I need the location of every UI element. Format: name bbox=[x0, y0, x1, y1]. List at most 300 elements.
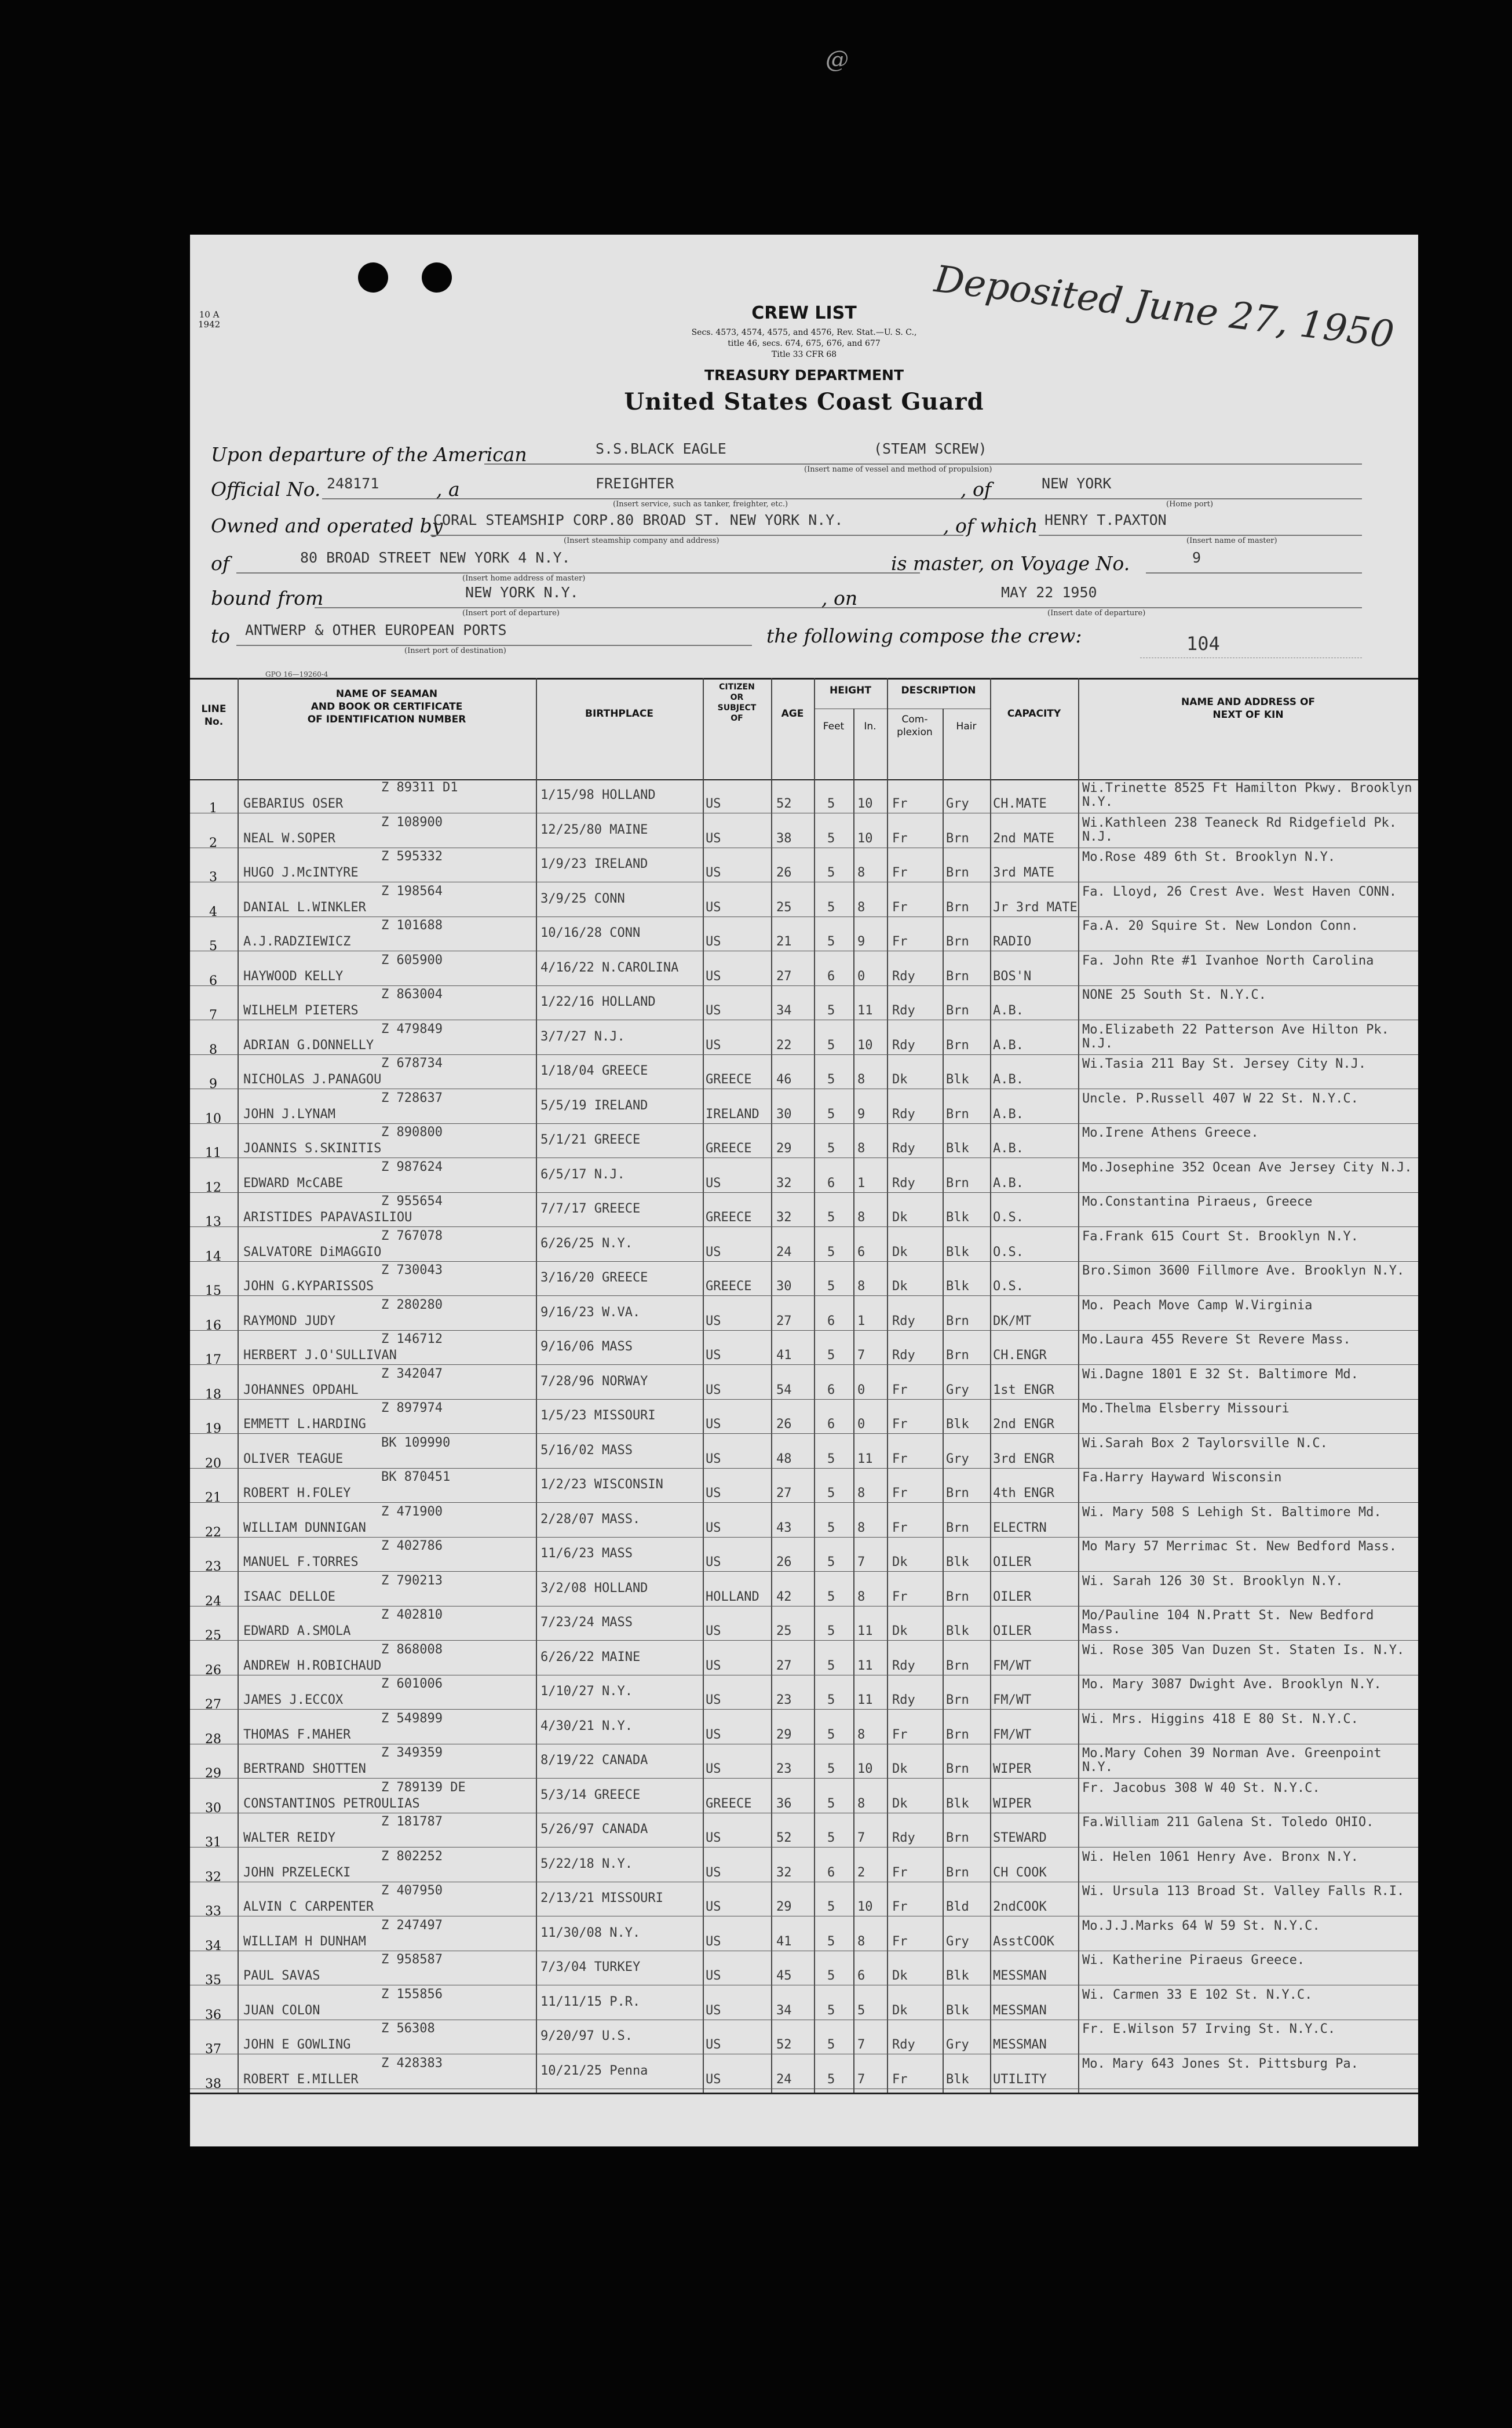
next-of-kin: Wi.Dagne 1801 E 32 St. Baltimore Md. bbox=[1082, 1367, 1358, 1382]
seaman-book-number: Z 802252 bbox=[381, 1849, 443, 1864]
height-inches: 10 bbox=[857, 797, 873, 811]
line-number: 21 bbox=[205, 1491, 221, 1505]
citizenship: US bbox=[706, 831, 721, 846]
seaman-name: EDWARD McCABE bbox=[243, 1175, 344, 1191]
height-inches: 8 bbox=[857, 1727, 865, 1742]
seaman-name: HAYWOOD KELLY bbox=[243, 969, 344, 984]
complexion: Fr bbox=[892, 2072, 908, 2087]
capacity: MESSMAN bbox=[993, 1969, 1047, 1983]
birthplace: 3/2/08 HOLLAND bbox=[540, 1581, 648, 1595]
capacity: RADIO bbox=[993, 934, 1032, 949]
seaman-book-number: Z 868008 bbox=[381, 1642, 443, 1657]
birthplace: 1/5/23 MISSOURI bbox=[540, 1409, 656, 1423]
complexion: Dk bbox=[892, 1555, 908, 1569]
birthplace: 5/5/19 IRELAND bbox=[540, 1098, 648, 1113]
height-feet: 5 bbox=[827, 1486, 835, 1500]
height-feet: 5 bbox=[827, 1038, 835, 1053]
hair-color: Brn bbox=[946, 1038, 969, 1053]
hair-color: Blk bbox=[946, 2003, 969, 2018]
crew-list-sheet bbox=[190, 235, 1418, 2146]
height-inches: 7 bbox=[857, 1831, 865, 1845]
line-number: 3 bbox=[209, 870, 217, 885]
next-of-kin: Wi.Trinette 8525 Ft Hamilton Pkwy. Brooklyn N.Y. bbox=[1082, 782, 1412, 809]
table-row bbox=[190, 986, 1418, 1023]
citizenship: HOLLAND bbox=[706, 1589, 759, 1604]
age: 29 bbox=[776, 1900, 792, 1914]
complexion: Rdy bbox=[892, 1693, 915, 1707]
birthplace: 12/25/80 MAINE bbox=[540, 823, 648, 837]
citizenship: US bbox=[706, 969, 721, 984]
home-port-hint: (Home port) bbox=[1166, 500, 1214, 509]
line-number: 12 bbox=[205, 1180, 221, 1195]
seaman-book-number: Z 247497 bbox=[381, 1918, 443, 1933]
hair-color: Blk bbox=[946, 1072, 969, 1087]
seaman-book-number: Z 549899 bbox=[381, 1711, 443, 1726]
capacity: MESSMAN bbox=[993, 2003, 1047, 2018]
hair-color: Gry bbox=[946, 797, 969, 811]
hair-color: Blk bbox=[946, 2072, 969, 2087]
citizenship: US bbox=[706, 1658, 721, 1673]
seaman-book-number: Z 767078 bbox=[381, 1228, 443, 1243]
form-number: 10 A 1942 bbox=[198, 309, 221, 330]
seaman-name: JOHN G.KYPARISSOS bbox=[243, 1279, 374, 1294]
complexion: Fr bbox=[892, 797, 908, 811]
age: 32 bbox=[776, 1210, 792, 1225]
height-feet: 6 bbox=[827, 969, 835, 984]
age: 34 bbox=[776, 1003, 792, 1018]
birthplace: 2/28/07 MASS. bbox=[540, 1512, 641, 1527]
departure-date: MAY 22 1950 bbox=[1001, 584, 1097, 601]
birthplace: 3/9/25 CONN bbox=[540, 892, 625, 906]
height-feet: 5 bbox=[827, 2072, 835, 2087]
citizenship: US bbox=[706, 1624, 721, 1638]
seaman-book-number: Z 601006 bbox=[381, 1677, 443, 1691]
citizenship: US bbox=[706, 2072, 721, 2087]
complexion: Fr bbox=[892, 1382, 908, 1397]
hair-color: Brn bbox=[946, 1520, 969, 1535]
citizenship: GREECE bbox=[706, 1796, 752, 1811]
next-of-kin: Fa.William 211 Galena St. Toledo OHIO. bbox=[1082, 1816, 1374, 1830]
height-inches: 8 bbox=[857, 1486, 865, 1500]
line-number: 32 bbox=[205, 1870, 221, 1885]
complexion: Fr bbox=[892, 866, 908, 880]
hair-color: Gry bbox=[946, 1382, 969, 1397]
table-row bbox=[190, 1400, 1418, 1434]
height-feet: 5 bbox=[827, 1141, 835, 1156]
birthplace: 1/10/27 N.Y. bbox=[540, 1685, 633, 1699]
seaman-name: ADRIAN G.DONNELLY bbox=[243, 1038, 374, 1053]
gpo-mark: GPO 16—19260-4 bbox=[265, 670, 328, 678]
seaman-book-number: Z 198564 bbox=[381, 883, 443, 899]
line-number: 14 bbox=[205, 1249, 221, 1264]
table-row bbox=[190, 1710, 1418, 1747]
company: CORAL STEAMSHIP CORP.80 BROAD ST. NEW YORK N.Y. bbox=[433, 512, 843, 528]
height-inches: 10 bbox=[857, 831, 873, 846]
table-row bbox=[190, 1951, 1418, 1988]
next-of-kin: Uncle. P.Russell 407 W 22 St. N.Y.C. bbox=[1082, 1091, 1358, 1106]
hair-color: Brn bbox=[946, 1865, 969, 1880]
citizenship: US bbox=[706, 1969, 721, 1983]
height-feet: 5 bbox=[827, 1072, 835, 1087]
next-of-kin: Fr. E.Wilson 57 Irving St. N.Y.C. bbox=[1082, 2022, 1336, 2036]
line-number: 18 bbox=[205, 1387, 221, 1402]
seaman-name: WALTER REIDY bbox=[243, 1831, 335, 1845]
table-row bbox=[190, 1917, 1418, 1954]
next-of-kin: Wi.Sarah Box 2 Taylorsville N.C. bbox=[1082, 1436, 1328, 1451]
complexion: Dk bbox=[892, 1244, 908, 1259]
height-feet: 5 bbox=[827, 1348, 835, 1363]
seaman-name: PAUL SAVAS bbox=[243, 1969, 320, 1983]
table-row bbox=[190, 1986, 1418, 2020]
age: 32 bbox=[776, 1865, 792, 1880]
birthplace: 11/30/08 N.Y. bbox=[540, 1926, 641, 1940]
capacity: 3rd MATE bbox=[993, 866, 1054, 880]
citizenship: IRELAND bbox=[706, 1107, 759, 1122]
line-number: 19 bbox=[205, 1422, 221, 1436]
complexion: Fr bbox=[892, 1865, 908, 1880]
departure-port: NEW YORK N.Y. bbox=[465, 584, 579, 601]
age: 25 bbox=[776, 1624, 792, 1638]
table-row bbox=[190, 2055, 1418, 2089]
of-label-2: of bbox=[211, 552, 230, 575]
table-row bbox=[190, 1055, 1418, 1089]
capacity: CH COOK bbox=[993, 1865, 1047, 1880]
table-row bbox=[190, 1021, 1418, 1055]
table-row bbox=[190, 1607, 1418, 1641]
line-number: 27 bbox=[205, 1697, 221, 1712]
height-feet: 5 bbox=[827, 831, 835, 846]
citizenship: US bbox=[706, 2038, 721, 2052]
age: 45 bbox=[776, 1969, 792, 1983]
hair-color: Gry bbox=[946, 1451, 969, 1466]
next-of-kin: Fa.Harry Hayward Wisconsin bbox=[1082, 1471, 1282, 1485]
line-number: 15 bbox=[205, 1284, 221, 1298]
capacity: O.S. bbox=[993, 1210, 1024, 1225]
next-of-kin: Mo.Josephine 352 Ocean Ave Jersey City N.J. bbox=[1082, 1160, 1412, 1175]
hair-color: Brn bbox=[946, 1486, 969, 1500]
age: 27 bbox=[776, 1313, 792, 1328]
line-number: 17 bbox=[205, 1353, 221, 1367]
birthplace: 5/22/18 N.Y. bbox=[540, 1857, 633, 1871]
height-inches: 8 bbox=[857, 1072, 865, 1087]
seaman-book-number: Z 280280 bbox=[381, 1297, 443, 1312]
line-number: 4 bbox=[209, 904, 217, 919]
citizenship: US bbox=[706, 1348, 721, 1363]
hair-color: Blk bbox=[946, 1244, 969, 1259]
height-inches: 8 bbox=[857, 1934, 865, 1949]
seaman-book-number: BK 109990 bbox=[381, 1435, 451, 1450]
line-number: 20 bbox=[205, 1456, 221, 1471]
birthplace: 1/15/98 HOLLAND bbox=[540, 788, 656, 802]
height-inches: 0 bbox=[857, 1382, 865, 1397]
next-of-kin: Mo.Rose 489 6th St. Brooklyn N.Y. bbox=[1082, 850, 1336, 864]
capacity: STEWARD bbox=[993, 1831, 1047, 1845]
line-number: 9 bbox=[209, 1077, 217, 1091]
line-number: 33 bbox=[205, 1904, 221, 1919]
hair-color: Brn bbox=[946, 1727, 969, 1742]
seaman-name: OLIVER TEAGUE bbox=[243, 1451, 344, 1466]
field-line bbox=[856, 607, 1362, 608]
line-number: 8 bbox=[209, 1042, 217, 1057]
column-header-citizen: CITIZEN OR SUBJECT OF bbox=[717, 682, 757, 723]
seaman-name: SALVATORE DiMAGGIO bbox=[243, 1244, 382, 1259]
height-feet: 5 bbox=[827, 1003, 835, 1018]
height-inches: 0 bbox=[857, 969, 865, 984]
complexion: Fr bbox=[892, 1451, 908, 1466]
master-voyage-label: is master, on Voyage No. bbox=[891, 552, 1130, 575]
hair-color: Brn bbox=[946, 1762, 969, 1776]
seaman-book-number: Z 790213 bbox=[381, 1573, 443, 1588]
column-header-complexion: Com- plexion bbox=[897, 714, 933, 738]
birthplace: 7/23/24 MASS bbox=[540, 1616, 633, 1630]
seaman-name: EDWARD A.SMOLA bbox=[243, 1624, 351, 1638]
age: 36 bbox=[776, 1796, 792, 1811]
hair-color: Brn bbox=[946, 1693, 969, 1707]
seaman-book-number: Z 789139 DE bbox=[381, 1780, 466, 1795]
capacity: Jr 3rd MATE bbox=[993, 900, 1078, 915]
destination: ANTWERP & OTHER EUROPEAN PORTS bbox=[245, 622, 507, 638]
master-name: HENRY T.PAXTON bbox=[1044, 512, 1167, 528]
age: 23 bbox=[776, 1693, 792, 1707]
seaman-name: HERBERT J.O'SULLIVAN bbox=[243, 1348, 397, 1363]
seaman-name: JAMES J.ECCOX bbox=[243, 1693, 344, 1707]
complexion: Rdy bbox=[892, 1141, 915, 1156]
table-row bbox=[190, 1503, 1418, 1538]
height-inches: 11 bbox=[857, 1624, 873, 1638]
citizenship: US bbox=[706, 797, 721, 811]
height-feet: 5 bbox=[827, 866, 835, 880]
next-of-kin: Mo/Pauline 104 N.Pratt St. New Bedford Mass. bbox=[1082, 1609, 1374, 1637]
seaman-book-number: Z 108900 bbox=[381, 815, 443, 830]
next-of-kin: Mo.Thelma Elsberry Missouri bbox=[1082, 1402, 1290, 1416]
hair-color: Brn bbox=[946, 1348, 969, 1363]
line-number: 6 bbox=[209, 973, 217, 988]
capacity: WIPER bbox=[993, 1796, 1032, 1811]
line-number: 24 bbox=[205, 1594, 221, 1609]
of-which-label: , of which bbox=[943, 514, 1038, 537]
departure-date-hint: (Insert date of departure) bbox=[1047, 609, 1146, 618]
next-of-kin: Mo.J.J.Marks 64 W 59 St. N.Y.C. bbox=[1082, 1919, 1320, 1933]
height-inches: 5 bbox=[857, 2003, 865, 2018]
capacity: DK/MT bbox=[993, 1313, 1032, 1328]
hair-color: Blk bbox=[946, 1141, 969, 1156]
owned-label: Owned and operated by bbox=[211, 514, 443, 537]
capacity: A.B. bbox=[993, 1003, 1024, 1018]
hair-color: Blk bbox=[946, 1210, 969, 1225]
age: 42 bbox=[776, 1589, 792, 1604]
next-of-kin: NONE 25 South St. N.Y.C. bbox=[1082, 988, 1266, 1002]
capacity: 2nd MATE bbox=[993, 831, 1054, 846]
height-inches: 8 bbox=[857, 1279, 865, 1294]
seaman-book-number: Z 56308 bbox=[381, 2021, 435, 2036]
seaman-name: THOMAS F.MAHER bbox=[243, 1727, 351, 1742]
table-row bbox=[190, 1434, 1418, 1469]
seaman-book-number: Z 890800 bbox=[381, 1125, 443, 1140]
height-inches: 0 bbox=[857, 1417, 865, 1432]
citizenship: US bbox=[706, 1451, 721, 1466]
capacity: A.B. bbox=[993, 1038, 1024, 1053]
height-feet: 5 bbox=[827, 1520, 835, 1535]
capacity: OILER bbox=[993, 1624, 1032, 1638]
department-name: TREASURY DEPARTMENT bbox=[704, 367, 904, 384]
birthplace: 5/3/14 GREECE bbox=[540, 1788, 641, 1802]
citizenship: US bbox=[706, 1762, 721, 1776]
capacity: OILER bbox=[993, 1589, 1032, 1604]
capacity: A.B. bbox=[993, 1175, 1024, 1191]
complexion: Rdy bbox=[892, 1831, 915, 1845]
seaman-book-number: Z 863004 bbox=[381, 987, 443, 1002]
next-of-kin: Wi. Mrs. Higgins 418 E 80 St. N.Y.C. bbox=[1082, 1712, 1358, 1726]
bound-from-label: bound from bbox=[211, 587, 324, 609]
line-number: 36 bbox=[205, 2007, 221, 2022]
citizenship: US bbox=[706, 1934, 721, 1949]
seaman-name: WILHELM PIETERS bbox=[243, 1003, 359, 1018]
complexion: Fr bbox=[892, 1727, 908, 1742]
on-label: , on bbox=[821, 587, 858, 609]
table-row bbox=[190, 779, 1418, 816]
height-feet: 5 bbox=[827, 1210, 835, 1225]
height-inches: 8 bbox=[857, 1520, 865, 1535]
header-subdivider bbox=[853, 709, 854, 779]
table-row bbox=[190, 917, 1418, 954]
height-inches: 6 bbox=[857, 1244, 865, 1259]
birthplace: 11/11/15 P.R. bbox=[540, 1995, 641, 2009]
height-feet: 5 bbox=[827, 1107, 835, 1122]
age: 24 bbox=[776, 2072, 792, 2087]
column-header-name: NAME OF SEAMAN AND BOOK OR CERTIFICATE OF IDENTIFICATION NUMBER bbox=[307, 688, 466, 725]
table-row bbox=[190, 1882, 1418, 1919]
voyage-no: 9 bbox=[1192, 549, 1201, 566]
complexion: Rdy bbox=[892, 1348, 915, 1363]
complexion: Dk bbox=[892, 1969, 908, 1983]
height-inches: 7 bbox=[857, 1555, 865, 1569]
seaman-name: ANDREW H.ROBICHAUD bbox=[243, 1658, 382, 1673]
seaman-book-number: Z 407950 bbox=[381, 1883, 443, 1898]
table-row bbox=[190, 1090, 1418, 1124]
company-hint: (Insert steamship company and address) bbox=[564, 536, 720, 545]
capacity: BOS'N bbox=[993, 969, 1032, 984]
capacity: 1st ENGR bbox=[993, 1382, 1054, 1397]
birthplace: 9/20/97 U.S. bbox=[540, 2029, 633, 2043]
height-inches: 9 bbox=[857, 1107, 865, 1122]
birthplace: 6/26/22 MAINE bbox=[540, 1650, 641, 1664]
age: 27 bbox=[776, 1486, 792, 1500]
hair-color: Blk bbox=[946, 1796, 969, 1811]
birthplace: 3/16/20 GREECE bbox=[540, 1271, 648, 1285]
master-address: 80 BROAD STREET NEW YORK 4 N.Y. bbox=[300, 549, 571, 566]
seaman-book-number: Z 155856 bbox=[381, 1987, 443, 2002]
citizenship: US bbox=[706, 2003, 721, 2018]
column-header-capacity: CAPACITY bbox=[1007, 708, 1061, 720]
height-feet: 5 bbox=[827, 1831, 835, 1845]
birthplace: 6/5/17 N.J. bbox=[540, 1167, 625, 1182]
statute-reference: Secs. 4573, 4574, 4575, and 4576, Rev. Stat.—U. S. C., title 46, secs. 674, 675, 676, and 677 Title 33 CFR 68 bbox=[691, 328, 917, 359]
seaman-book-number: Z 181787 bbox=[381, 1814, 443, 1829]
age: 32 bbox=[776, 1175, 792, 1191]
header-subdivider bbox=[943, 709, 944, 779]
complexion: Fr bbox=[892, 1486, 908, 1500]
capacity: 3rd ENGR bbox=[993, 1451, 1054, 1466]
height-inches: 8 bbox=[857, 900, 865, 915]
height-feet: 6 bbox=[827, 1382, 835, 1397]
column-header-height: HEIGHT bbox=[830, 685, 871, 696]
complexion: Fr bbox=[892, 1934, 908, 1949]
birthplace: 9/16/06 MASS bbox=[540, 1340, 633, 1354]
age: 41 bbox=[776, 1934, 792, 1949]
propulsion-method: (STEAM SCREW) bbox=[874, 440, 987, 457]
birthplace: 8/19/22 CANADA bbox=[540, 1754, 648, 1768]
hair-color: Blk bbox=[946, 1417, 969, 1432]
citizenship: US bbox=[706, 1486, 721, 1500]
height-inches: 8 bbox=[857, 1589, 865, 1604]
capacity: 2ndCOOK bbox=[993, 1900, 1047, 1914]
citizenship: US bbox=[706, 1175, 721, 1191]
table-row bbox=[190, 1779, 1418, 1816]
line-number: 2 bbox=[209, 835, 217, 850]
seaman-name: NEAL W.SOPER bbox=[243, 831, 335, 846]
next-of-kin: Wi. Ursula 113 Broad St. Valley Falls R.I. bbox=[1082, 1885, 1405, 1898]
birthplace: 10/16/28 CONN bbox=[540, 926, 641, 940]
column-header-birthplace: BIRTHPLACE bbox=[585, 708, 653, 720]
complexion: Fr bbox=[892, 1900, 908, 1914]
punch-hole bbox=[358, 262, 388, 293]
seaman-book-number: Z 101688 bbox=[381, 918, 443, 933]
age: 26 bbox=[776, 866, 792, 880]
line-number: 13 bbox=[205, 1215, 221, 1229]
height-feet: 5 bbox=[827, 1727, 835, 1742]
home-port: NEW YORK bbox=[1042, 475, 1112, 492]
capacity: FM/WT bbox=[993, 1658, 1032, 1673]
complexion: Dk bbox=[892, 1210, 908, 1225]
capacity: WIPER bbox=[993, 1762, 1032, 1776]
height-feet: 5 bbox=[827, 1796, 835, 1811]
age: 26 bbox=[776, 1417, 792, 1432]
hair-color: Brn bbox=[946, 1175, 969, 1191]
birthplace: 5/1/21 GREECE bbox=[540, 1133, 641, 1147]
height-inches: 11 bbox=[857, 1658, 873, 1673]
seaman-name: JOHANNES OPDAHL bbox=[243, 1382, 359, 1397]
height-inches: 8 bbox=[857, 1141, 865, 1156]
seaman-name: JUAN COLON bbox=[243, 2003, 320, 2018]
table-row bbox=[190, 883, 1418, 917]
seaman-name: BERTRAND SHOTTEN bbox=[243, 1762, 366, 1776]
seaman-name: EMMETT L.HARDING bbox=[243, 1417, 366, 1432]
capacity: OILER bbox=[993, 1555, 1032, 1569]
complexion: Fr bbox=[892, 1520, 908, 1535]
field-line bbox=[236, 572, 920, 574]
table-row bbox=[190, 952, 1418, 986]
line-number: 38 bbox=[205, 2076, 221, 2091]
seaman-book-number: Z 402786 bbox=[381, 1539, 443, 1553]
height-feet: 5 bbox=[827, 1969, 835, 1983]
citizenship: US bbox=[706, 1003, 721, 1018]
height-inches: 7 bbox=[857, 1348, 865, 1363]
seaman-name: JOHN J.LYNAM bbox=[243, 1107, 335, 1122]
table-row bbox=[190, 1641, 1418, 1678]
official-no-label: Official No. bbox=[211, 478, 321, 501]
seaman-book-number: Z 471900 bbox=[381, 1504, 443, 1519]
birthplace: 7/3/04 TURKEY bbox=[540, 1960, 641, 1974]
line-number: 1 bbox=[209, 801, 217, 816]
table-row bbox=[190, 1572, 1418, 1607]
birthplace: 7/28/96 NORWAY bbox=[540, 1374, 648, 1389]
age: 27 bbox=[776, 1658, 792, 1673]
seaman-name: NICHOLAS J.PANAGOU bbox=[243, 1072, 382, 1087]
complexion: Fr bbox=[892, 831, 908, 846]
a-label: , a bbox=[436, 478, 460, 501]
seaman-book-number: Z 605900 bbox=[381, 952, 443, 967]
height-inches: 2 bbox=[857, 1865, 865, 1880]
